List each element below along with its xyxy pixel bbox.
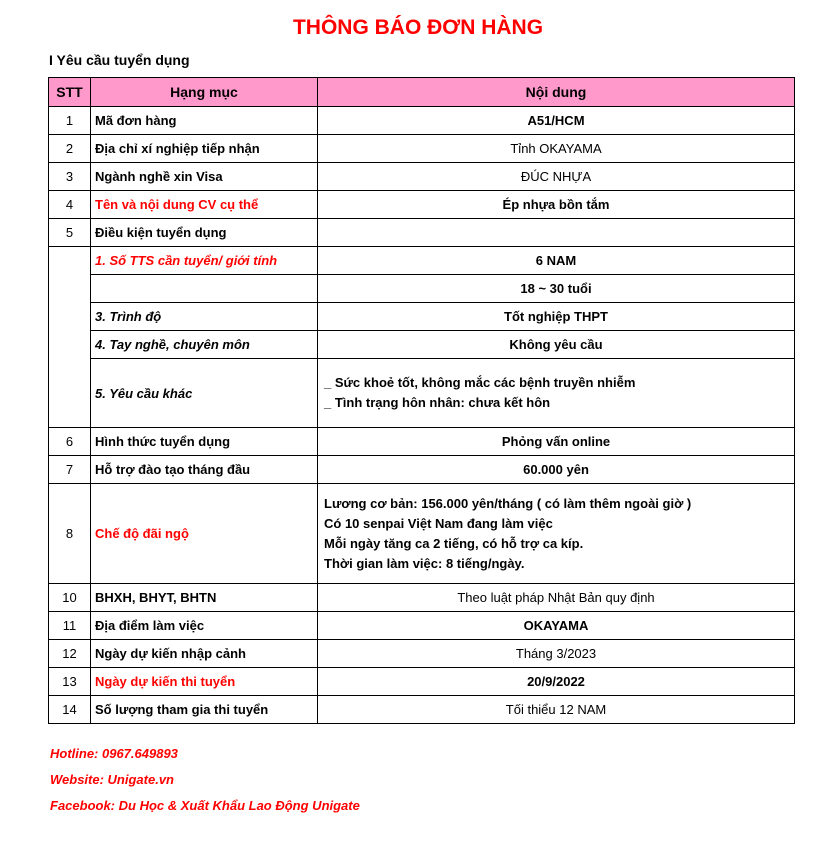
header-content: Nội dung xyxy=(318,78,795,107)
row-stt: 12 xyxy=(49,640,91,668)
row-value: ĐÚC NHỰA xyxy=(318,163,795,191)
row-stt: 11 xyxy=(49,612,91,640)
table-row xyxy=(49,612,795,640)
table-row xyxy=(49,303,795,331)
row-value: Không yêu cầu xyxy=(318,331,795,359)
row-item: 3. Trình độ xyxy=(91,303,318,331)
row-item: Hình thức tuyển dụng xyxy=(91,428,318,456)
row-stt: 1 xyxy=(49,107,91,135)
row-item: Địa chỉ xí nghiệp tiếp nhận xyxy=(91,135,318,163)
row-stt: 14 xyxy=(49,696,91,724)
row-item: 4. Tay nghề, chuyên môn xyxy=(91,331,318,359)
table-row xyxy=(49,107,795,135)
row-item: Số lượng tham gia thi tuyển xyxy=(91,696,318,724)
table-row xyxy=(49,135,795,163)
row-stt: 3 xyxy=(49,163,91,191)
section-heading: I Yêu cầu tuyển dụng xyxy=(49,52,190,68)
value-line: Thời gian làm việc: 8 tiếng/ngày. xyxy=(324,555,525,571)
row-value: Tháng 3/2023 xyxy=(318,640,795,668)
header-item: Hạng mục xyxy=(91,78,318,107)
row-stt: 6 xyxy=(49,428,91,456)
value-line: _ Tình trạng hôn nhân: chưa kết hôn xyxy=(324,395,551,410)
table-row xyxy=(49,584,795,612)
page-title: THÔNG BÁO ĐƠN HÀNG xyxy=(292,16,544,39)
row-value: 60.000 yên xyxy=(318,456,795,484)
value-line: Mỗi ngày tăng ca 2 tiếng, có hỗ trợ ca kíp. xyxy=(324,535,584,551)
row-stt xyxy=(49,247,91,428)
row-item: Ngày dự kiến thi tuyển xyxy=(91,668,318,696)
footer-hotline: Hotline: 0967.649893 xyxy=(50,746,178,761)
row-item: Chế độ đãi ngộ xyxy=(91,484,318,584)
table-row xyxy=(49,191,795,219)
row-item xyxy=(91,275,318,303)
order-table xyxy=(48,77,795,724)
row-item: Ngành nghề xin Visa xyxy=(91,163,318,191)
row-value: 6 NAM xyxy=(318,247,795,275)
value-line: Lương cơ bản: 156.000 yên/tháng ( có làm thêm ngoài giờ ) xyxy=(324,495,692,511)
row-value: Phỏng vấn online xyxy=(318,428,795,456)
row-item: BHXH, BHYT, BHTN xyxy=(91,584,318,612)
table-row xyxy=(49,696,795,724)
row-value: Ép nhựa bồn tắm xyxy=(318,191,795,219)
row-value: Tốt nghiệp THPT xyxy=(318,303,795,331)
row-value: Theo luật pháp Nhật Bản quy định xyxy=(318,584,795,612)
value-line: _ Sức khoẻ tốt, không mắc các bệnh truyền nhiễm xyxy=(324,375,636,390)
table-row xyxy=(49,275,795,303)
row-item: 5. Yêu cầu khác xyxy=(91,359,318,428)
row-item: Hỗ trợ đào tạo tháng đầu xyxy=(91,456,318,484)
table-row xyxy=(49,640,795,668)
table-row xyxy=(49,484,795,584)
header-stt: STT xyxy=(49,78,91,107)
row-value: OKAYAMA xyxy=(318,612,795,640)
row-stt: 2 xyxy=(49,135,91,163)
row-item: 1. Số TTS cần tuyển/ giới tính xyxy=(91,247,318,275)
table-row xyxy=(49,247,795,275)
row-stt: 5 xyxy=(49,219,91,247)
row-item: Tên và nội dung CV cụ thể xyxy=(91,191,318,219)
table-row xyxy=(49,456,795,484)
row-stt: 7 xyxy=(49,456,91,484)
row-stt: 4 xyxy=(49,191,91,219)
row-stt: 8 xyxy=(49,484,91,584)
row-value: 20/9/2022 xyxy=(318,668,795,696)
row-item: Địa điểm làm việc xyxy=(91,612,318,640)
row-value: 18 ~ 30 tuổi xyxy=(318,275,795,303)
row-value xyxy=(318,359,795,428)
row-value: Tối thiểu 12 NAM xyxy=(318,696,795,724)
footer-website: Website: Unigate.vn xyxy=(50,772,175,787)
row-value xyxy=(318,219,795,247)
row-stt: 10 xyxy=(49,584,91,612)
table-row xyxy=(49,219,795,247)
value-line: Có 10 senpai Việt Nam đang làm việc xyxy=(324,515,553,531)
row-stt: 13 xyxy=(49,668,91,696)
table-header-row xyxy=(49,78,795,107)
row-item: Điều kiện tuyển dụng xyxy=(91,219,318,247)
table-row xyxy=(49,428,795,456)
row-value xyxy=(318,484,795,584)
footer-facebook: Facebook: Du Học & Xuất Khẩu Lao Động Unigate xyxy=(50,798,360,813)
table-row xyxy=(49,668,795,696)
table-row xyxy=(49,359,795,428)
table-row xyxy=(49,163,795,191)
row-item: Mã đơn hàng xyxy=(91,107,318,135)
table-row xyxy=(49,331,795,359)
row-item: Ngày dự kiến nhập cảnh xyxy=(91,640,318,668)
row-value: Tỉnh OKAYAMA xyxy=(318,135,795,163)
row-value: A51/HCM xyxy=(318,107,795,135)
